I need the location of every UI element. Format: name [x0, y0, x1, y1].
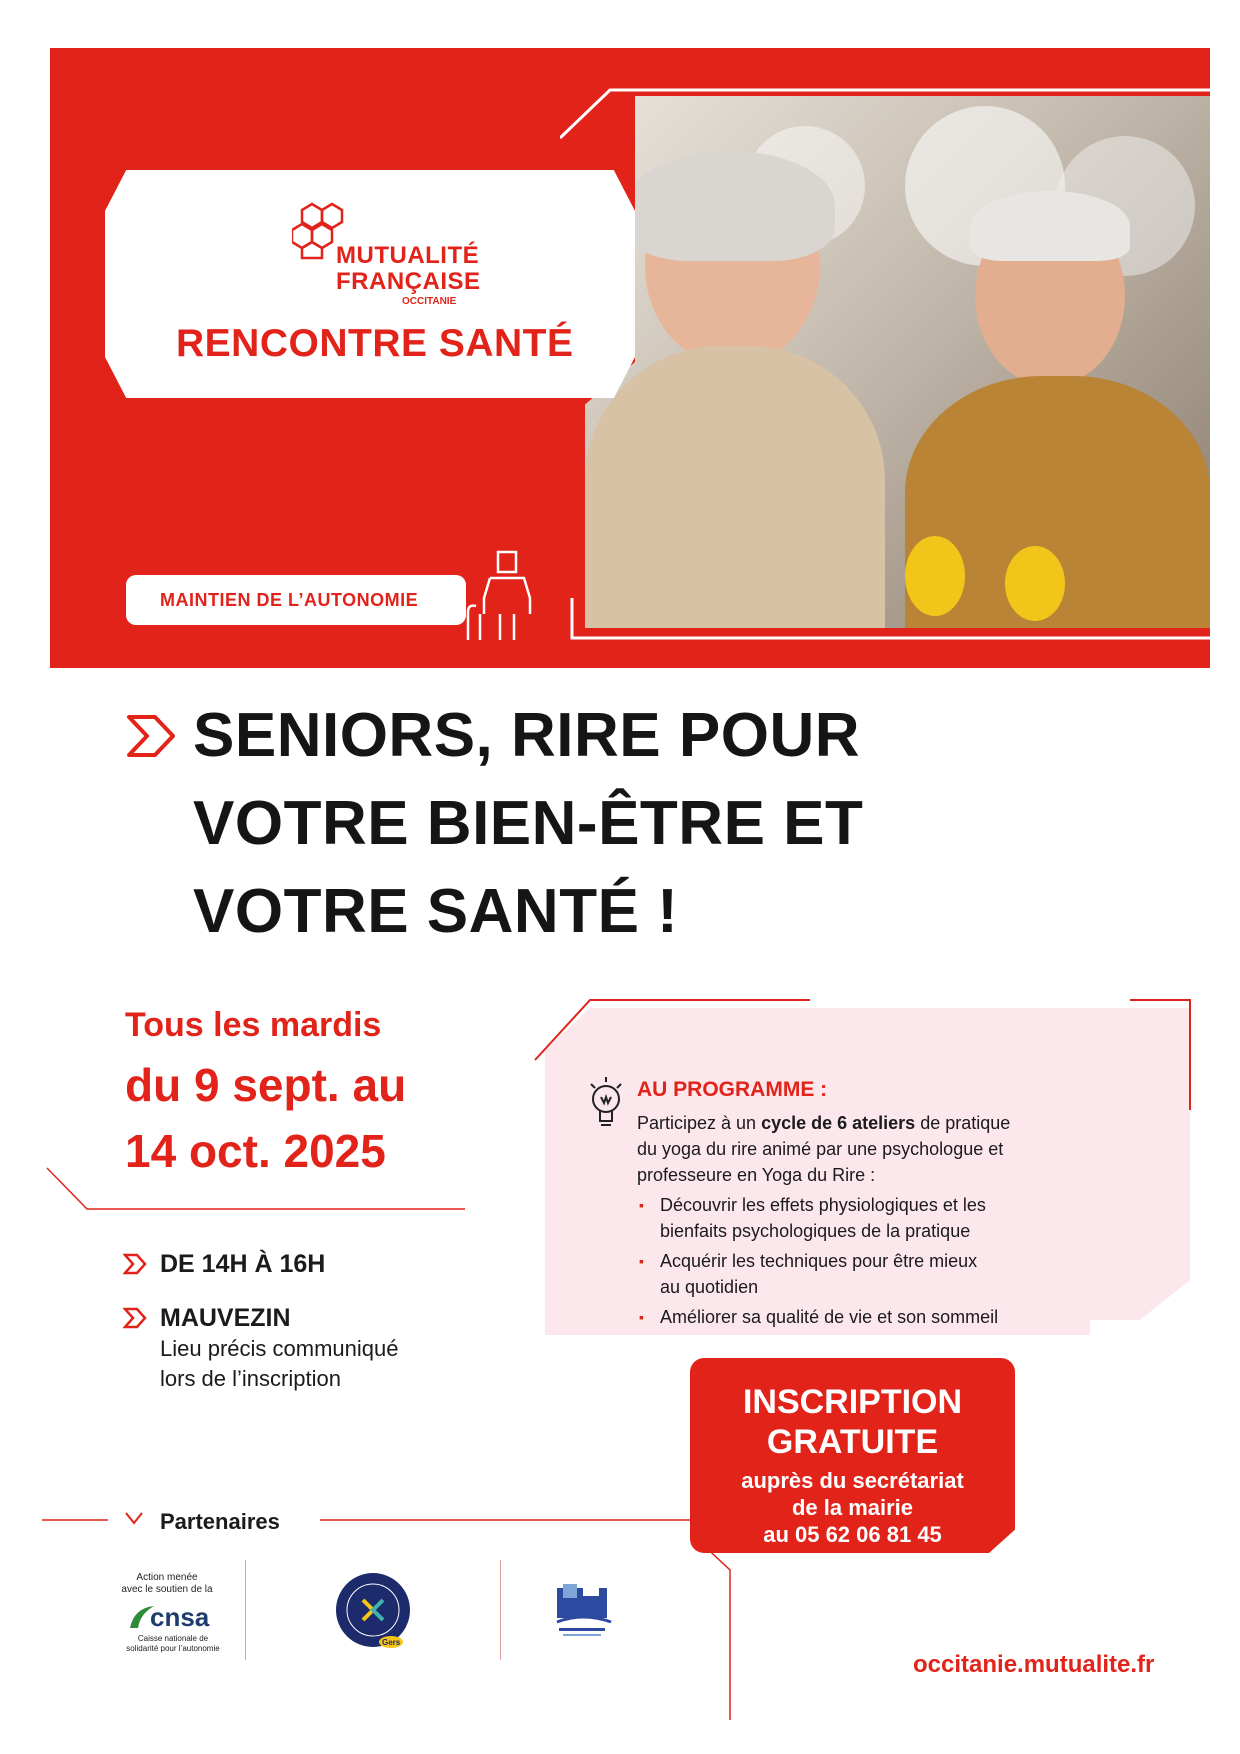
chevron-right-icon	[123, 1307, 147, 1329]
man-hair	[970, 191, 1130, 261]
mairie-mauvezin-logo-icon	[553, 1582, 615, 1642]
schedule-recurrence: Tous les mardis	[125, 1006, 382, 1044]
partners-frame-line	[500, 1540, 740, 1740]
programme-intro-line1: Participez à un cycle de 6 ateliers de pratique	[637, 1113, 1011, 1133]
schedule-venue-line1: Lieu précis communiqué	[160, 1336, 399, 1361]
programme-bullet-2-line1: Acquérir les techniques pour être mieux	[660, 1251, 978, 1271]
date-underline-decoration	[45, 1165, 475, 1215]
person-outline-icon	[460, 548, 545, 643]
headline-line1: SENIORS, RIRE POUR	[193, 701, 860, 770]
woman-sweater	[585, 346, 885, 628]
chevron-right-icon	[125, 713, 177, 759]
programme-title: AU PROGRAMME :	[637, 1078, 828, 1101]
yellow-game-piece	[1005, 546, 1065, 621]
programme-bullet-1-line2: bienfaits psychologiques de la pratique	[660, 1221, 971, 1241]
hero-photo-seniors-laughing	[585, 96, 1210, 628]
cnsa-caption-line1: Action menée	[136, 1572, 198, 1583]
chevron-right-icon	[123, 1253, 147, 1275]
headline-line2: VOTRE BIEN-ÊTRE ET	[193, 789, 864, 858]
brand-region: OCCITANIE	[402, 296, 457, 307]
schedule-dates-line2: 14 oct. 2025	[125, 1125, 386, 1177]
partner-separator	[500, 1560, 501, 1660]
lightbulb-icon	[586, 1075, 626, 1135]
partners-divider	[40, 1505, 740, 1535]
schedule-venue-line2: lors de l’inscription	[160, 1366, 341, 1391]
headline-line3: VOTRE SANTÉ !	[193, 877, 679, 946]
theme-banner-label: MAINTIEN DE L’AUTONOMIE	[160, 590, 419, 610]
cnsa-logo-name: cnsa	[150, 1602, 210, 1632]
schedule-time: DE 14H À 16H	[160, 1250, 326, 1278]
gers-partner-badge-icon	[333, 1570, 413, 1650]
brand-name-line2: FRANÇAISE	[336, 268, 481, 295]
bullet-marker: ▪	[639, 1309, 644, 1325]
partners-title: Partenaires	[160, 1509, 280, 1534]
inscription-line4: de la mairie	[791, 1495, 914, 1520]
programme-bullet-2-line2: au quotidien	[660, 1277, 759, 1297]
partner-separator	[245, 1560, 246, 1660]
programme-bullet-3-line1: Améliorer sa qualité de vie et son sommeil	[660, 1307, 999, 1327]
website-link[interactable]: occitanie.mutualite.fr	[913, 1651, 1155, 1678]
bullet-marker: ▪	[639, 1253, 644, 1269]
woman-hair	[625, 151, 835, 261]
schedule-dates-line1: du 9 sept. au	[125, 1059, 407, 1111]
inscription-line3: auprès du secrétariat	[741, 1468, 964, 1493]
inscription-phone: au 05 62 06 81 45	[763, 1522, 942, 1547]
programme-intro-line2: du yoga du rire animé par une psychologue et	[637, 1139, 1004, 1159]
bullet-marker: ▪	[639, 1197, 644, 1213]
schedule-city: MAUVEZIN	[160, 1304, 291, 1332]
programme-intro-highlight: cycle de 6 ateliers	[761, 1113, 916, 1133]
yellow-game-piece	[905, 536, 965, 616]
gers-label: Gers	[382, 1638, 401, 1647]
programme-intro-line3: professeure en Yoga du Rire :	[637, 1165, 876, 1185]
inscription-line2: GRATUITE	[766, 1423, 939, 1461]
cnsa-subtitle-line2: solidarité pour l’autonomie	[126, 1644, 220, 1653]
programme-bullet-1-line1: Découvrir les effets physiologiques et les	[660, 1195, 986, 1215]
inscription-line1: INSCRIPTION	[742, 1383, 963, 1421]
cnsa-caption-line2: avec le soutien de la	[121, 1584, 213, 1595]
cnsa-subtitle-line1: Caisse nationale de	[137, 1634, 209, 1643]
event-type-title: RENCONTRE SANTÉ	[176, 322, 574, 365]
brand-name-line1: MUTUALITÉ	[336, 242, 480, 269]
